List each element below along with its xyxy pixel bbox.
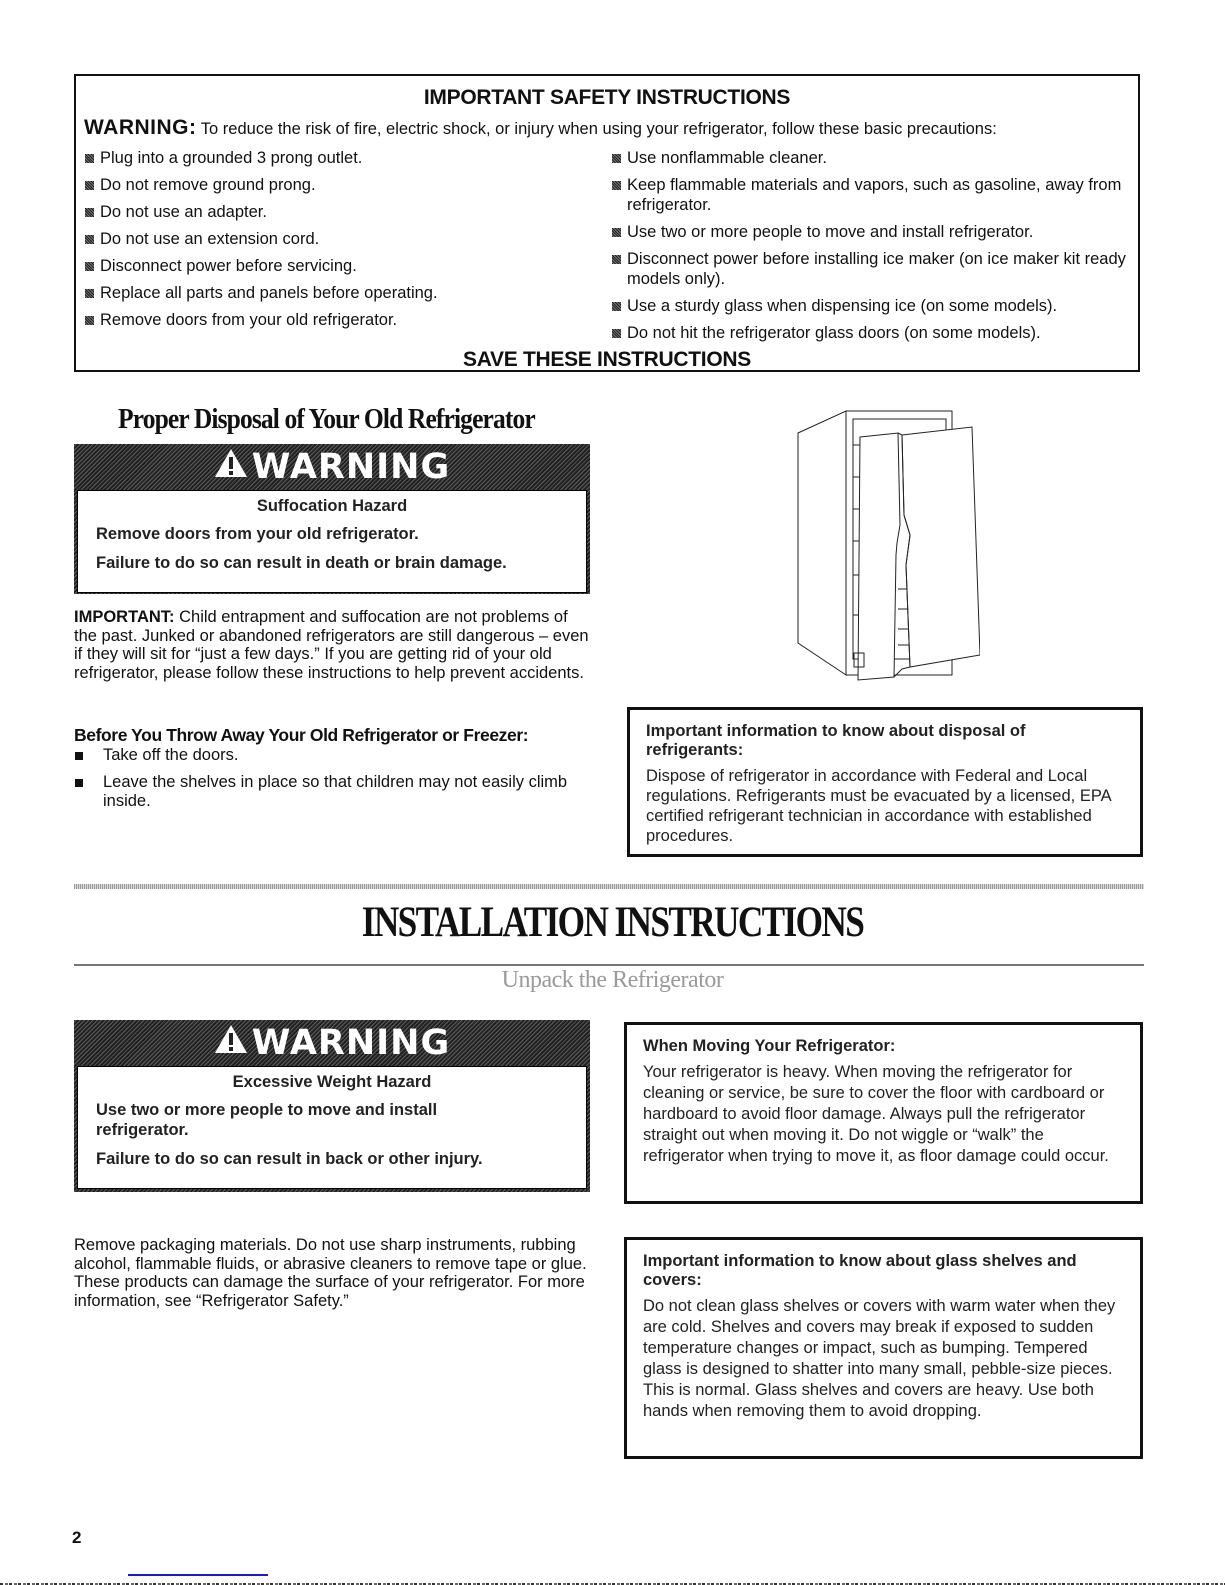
list-item: Do not use an adapter. [84,202,584,222]
list-item: Use nonflammable cleaner. [611,148,1131,168]
warning-line: Failure to do so can result in death or brain damage. [96,554,507,572]
info-box-title: When Moving Your Refrigerator: [643,1037,896,1055]
warning-triangle-icon [214,1023,248,1063]
warning-label: WARNING: [84,116,197,139]
warning-triangle-icon [214,447,248,487]
warning-text: To reduce the risk of fire, electric shock, or injury when using your refrigerator, follow these basic precautions: [196,120,997,138]
list-item: Take off the doors. [74,746,590,765]
important-text: Child entrapment and suffocation are not problems of the past. Junked or abandoned refrigerators are still dangerous – even if they will sit for “just a few days.” If you are getting rid of your old refrigerator, please follow these instructions to help prevent accidents. [74,608,589,682]
weight-warning-box [74,1020,590,1192]
page-number: 2 [72,1528,82,1547]
glass-shelves-info-box [624,1237,1143,1459]
list-item: Keep flammable materials and vapors, such as gasoline, away from refrigerator. [611,175,1131,215]
warning-header [77,444,587,490]
list-item: Disconnect power before servicing. [84,256,584,276]
list-item: Do not hit the refrigerator glass doors (on some models). [611,323,1131,343]
info-box-title: Important information to know about disposal of refrigerants: [646,722,1026,759]
before-throw-away-list [74,746,590,819]
hazard-title: Excessive Weight Hazard [232,1073,432,1091]
refrigerator-doors-removed-illustration [790,405,980,690]
important-paragraph [74,608,590,682]
before-throw-away-heading: Before You Throw Away Your Old Refrigerator or Freezer: [74,725,529,745]
warning-line: Failure to do so can result in back or other injury. [96,1150,483,1168]
footer-link-underline[interactable] [128,1574,268,1576]
info-box-text: Do not clean glass shelves or covers with warm water when they are cold. Shelves and covers may break if exposed to sudden temperature changes or impact, such as bumping. Tempered glass is designed to shatter into many small, pebble-size pieces. This is normal. Glass shelves and covers are heavy. Use both hands when removing them to avoid dropping. [643,1297,1116,1420]
save-instructions-heading: SAVE THESE INSTRUCTIONS [463,348,751,371]
warning-body [77,1066,587,1189]
list-item: Leave the shelves in place so that children may not easily climb inside. [74,773,590,811]
safety-title: IMPORTANT SAFETY INSTRUCTIONS [423,86,791,109]
safety-list-right [611,148,1131,350]
safety-instructions-box [74,74,1140,372]
list-item: Do not remove ground prong. [84,175,584,195]
hazard-title: Suffocation Hazard [256,497,408,515]
refrigerants-info-box [627,707,1143,857]
safety-warning-line [84,116,997,140]
list-item: Replace all parts and panels before operating. [84,283,584,303]
info-box-text: Dispose of refrigerator in accordance with Federal and Local regulations. Refrigerants must be evacuated by a licensed, EPA certified refrigerant technician in accordance with established procedures. [646,767,1111,845]
warning-body [77,490,587,593]
safety-list-left [84,148,584,337]
warning-line: Remove doors from your old refrigerator. [96,525,419,543]
section-divider [74,884,1144,889]
warning-header-text: WARNING [251,447,451,487]
list-item: Do not use an extension cord. [84,229,584,249]
disposal-section-title: Proper Disposal of Your Old Refrigerator [118,403,535,435]
title-underline [74,964,1144,966]
list-item: Remove doors from your old refrigerator. [84,310,584,330]
installation-title: INSTALLATION INSTRUCTIONS [361,899,864,946]
warning-header-text: WARNING [251,1023,451,1063]
list-item: Plug into a grounded 3 prong outlet. [84,148,584,168]
list-item: Use a sturdy glass when dispensing ice (on some models). [611,296,1131,316]
unpack-subtitle: Unpack the Refrigerator [501,967,724,993]
info-box-text: Your refrigerator is heavy. When moving the refrigerator for cleaning or service, be sure to cover the floor with cardboard or hardboard to avoid floor damage. Always pull the refrigerator straight out when moving it. Do not wiggle or “walk” the refrigerator when trying to move it, as floor damage could occur. [643,1063,1109,1165]
list-item: Disconnect power before installing ice maker (on ice maker kit ready models only). [611,249,1131,289]
list-item: Use two or more people to move and install refrigerator. [611,222,1131,242]
unpack-paragraph: Remove packaging materials. Do not use sharp instruments, rubbing alcohol, flammable fluids, or abrasive cleaners to remove tape or glue. These products can damage the surface of your refrigerator. For more information, see “Refrigerator Safety.” [74,1236,587,1310]
warning-line: Use two or more people to move and install refrigerator. [96,1101,438,1139]
suffocation-warning-box [74,444,590,594]
moving-info-box [624,1022,1143,1204]
important-label: IMPORTANT: [74,608,175,626]
warning-header [77,1020,587,1066]
info-box-title: Important information to know about glass shelves and covers: [643,1252,1077,1289]
